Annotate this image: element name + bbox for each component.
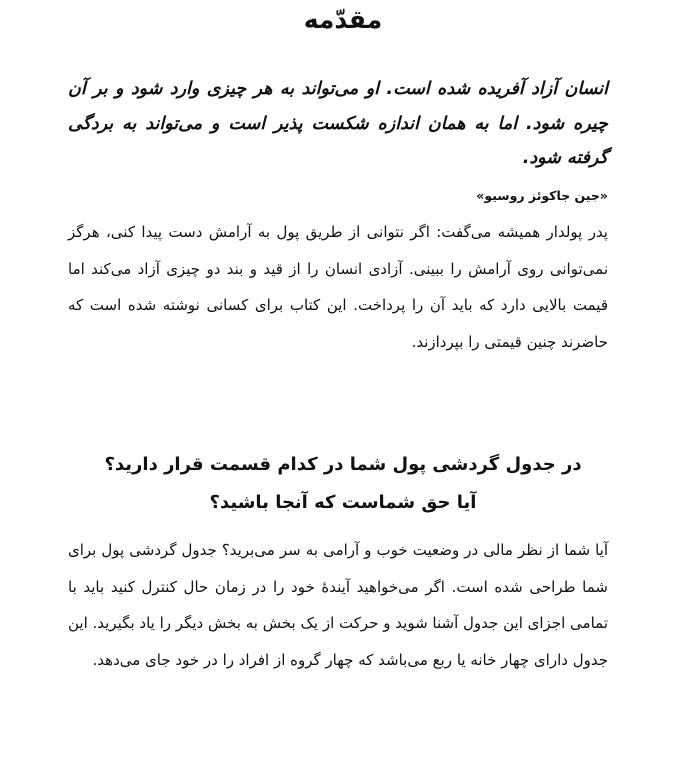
epigraph-attribution: «جین جاکوئز روسیو» (476, 188, 608, 203)
intro-paragraph: پدر پولدار همیشه می‌گفت: اگر نتوانی از طریق پول به آرامش دست پیدا کنی، هرگز نمی‌توانی روی آرامش را ببینی. آزادی انسان را از قید و بند دو چیزی آزاد می‌کند اما قیمت بالایی دارد که باید آن را پرداخت. این کتاب برای کسانی نوشته شده است که حاضرند چنین قیمتی را بپردازند. (68, 223, 608, 351)
page-title: مقدّمه (303, 5, 383, 34)
epigraph-quote: انسان آزاد آفریده شده است. او می‌تواند به هر چیزی وارد شود و بر آن چیره شود. اما به همان اندازه شکست پذیر است و می‌تواند به بردگی گرفته شود. (68, 79, 608, 168)
section-heading-line-2: آیا حق شماست که آنجا باشید؟ (209, 492, 477, 513)
section-paragraph: آیا شما از نظر مالی در وضعیت خوب و آرامی به سر می‌برید؟ جدول گردشی پول برای شما طراحی شده است. اگر می‌خواهید آیندهٔ خود را در زمان حال کنترل کنید باید با تمامی اجزای این جدول آشنا شوید و حرکت از یک بخش به بخش دیگر را یاد بگیرید. این جدول دارای چهار خانه یا ربع می‌باشد که چهار گروه از افراد را در خود جای می‌دهد. (68, 541, 608, 669)
section-heading-line-1: در جدول گردشی پول شما در کدام قسمت قرار دارید؟ (104, 454, 582, 475)
